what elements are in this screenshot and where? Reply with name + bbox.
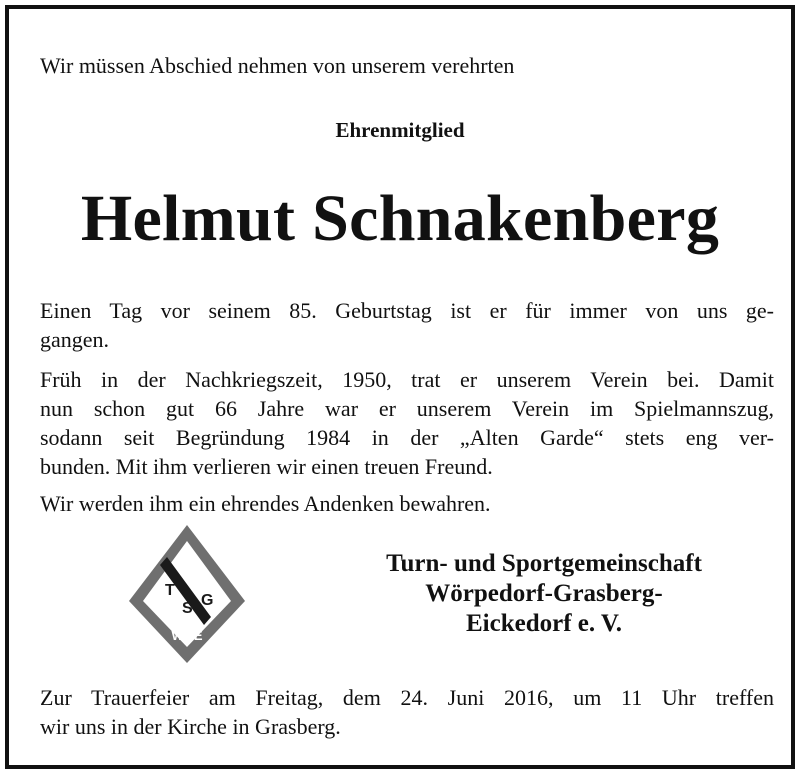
organization-line: Eickedorf e. V. <box>465 610 623 637</box>
organization-line: Turn- und Sportgemeinschaft <box>386 550 702 577</box>
deceased-name: Helmut Schnakenberg <box>80 182 720 255</box>
text-line: wir uns in der Kirche in Grasberg. <box>40 714 341 739</box>
text-line: nun schon gut 66 Jahre war er unserem Verein im Spielmannszug, <box>40 396 774 421</box>
paragraph-passing <box>40 296 774 354</box>
logo-letter-t: T <box>165 582 175 599</box>
logo-letter-s: S <box>182 600 193 617</box>
obituary-notice <box>5 5 795 769</box>
logo-subtitle: WGE <box>171 628 203 643</box>
text-line: gangen. <box>40 327 110 352</box>
text-line: sodann seit Begründung 1984 in der „Alten Garde“ stets eng ver- <box>40 425 774 450</box>
organization-line: Wörpedorf-Grasberg- <box>425 580 663 607</box>
paragraph-membership <box>40 365 774 481</box>
logo-letter-g: G <box>201 592 214 609</box>
text-line: Einen Tag vor seinem 85. Geburtstag ist er für immer von uns ge- <box>40 298 774 323</box>
paragraph-funeral <box>40 683 774 741</box>
text-line: Früh in der Nachkriegszeit, 1950, trat er unserem Verein bei. Damit <box>40 367 774 392</box>
honorary-title: Ehrenmitglied <box>335 118 465 142</box>
text-line: Zur Trauerfeier am Freitag, dem 24. Juni 2016, um 11 Uhr treffen <box>40 685 774 710</box>
organization-name <box>334 549 754 639</box>
intro-text: Wir müssen Abschied nehmen von unserem verehrten <box>40 53 515 78</box>
paragraph-remembrance: Wir werden ihm ein ehrendes Andenken bewahren. <box>40 491 491 516</box>
text-line: bunden. Mit ihm verlieren wir einen treuen Freund. <box>40 454 493 479</box>
club-logo <box>127 523 247 665</box>
